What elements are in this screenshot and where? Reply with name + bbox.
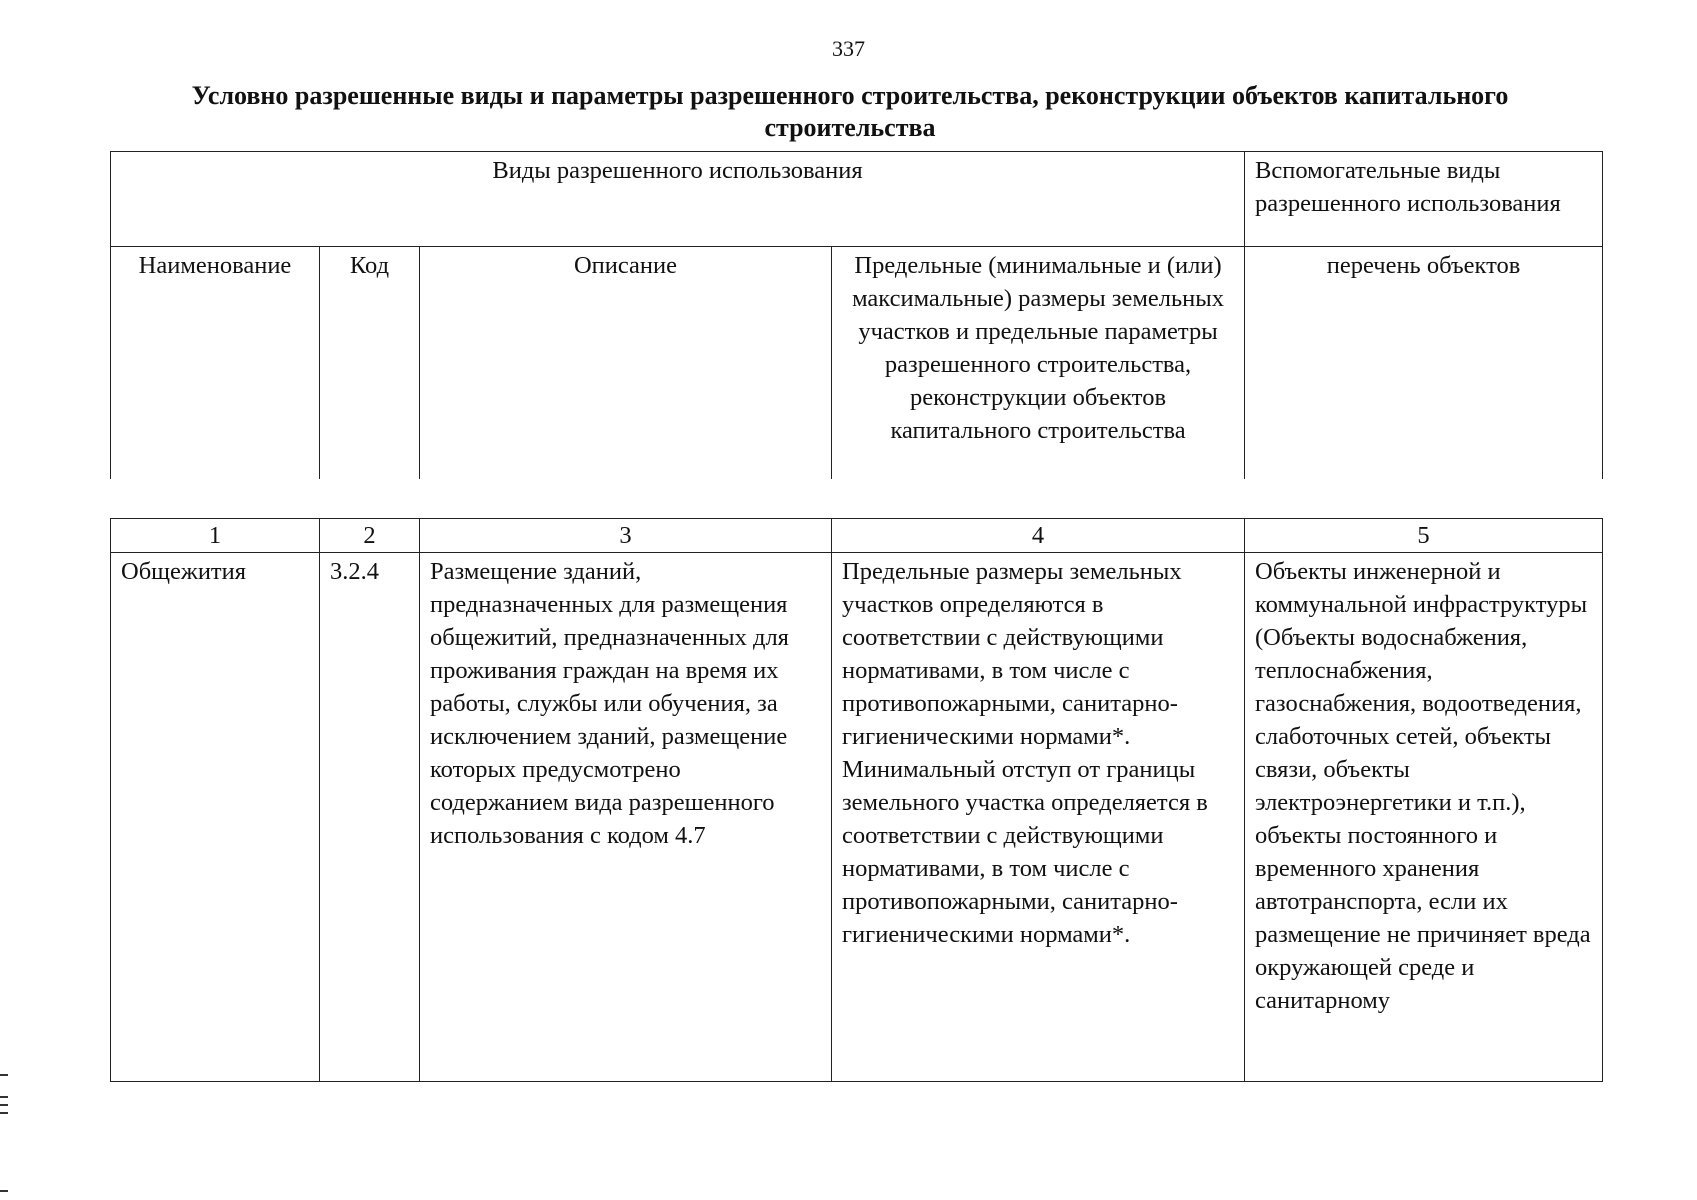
scan-mark [0,1104,8,1106]
scan-mark [0,1074,8,1076]
cell-limits-paragraph-1: Предельные размеры земельных участков определяются в соответствии с действующими нормативами, в том числе с противопожарными, санитарно-гигиеническими нормами*. [842,558,1182,750]
cell-code: 3.2.4 [320,553,420,1082]
table-row [111,553,1603,1082]
table-header [110,151,1603,479]
cell-aux-objects: Объекты инженерной и коммунальной инфраструктуры (Объекты водоснабжения, теплоснабжения, газоснабжения, водоотведения, слаботочных сетей, объекты связи, объекты электроэнергетики и т.п.), объекты постоянного и временного хранения автотранспорта, если их размещение не причиняет вреда окружающей среде и санитарному [1245,553,1603,1082]
column-number-row [111,519,1603,553]
cell-limits-paragraph-2: Минимальный отступ от границы земельного участка определяется в соответствии с действующими нормативами, в том числе с противопожарными, санитарно-гигиеническими нормами*. [842,756,1208,948]
header-group-main: Виды разрешенного использования [111,152,1245,247]
cell-name: Общежития [111,553,320,1082]
column-number-5: 5 [1245,519,1603,553]
header-col-description: Описание [420,247,832,480]
table-body [110,518,1603,1082]
cell-limits [832,553,1245,1082]
header-col-limits: Предельные (минимальные и (или) максимальные) размеры земельных участков и предельные параметры разрешенного строительства, реконструкции объектов капитального строительства [832,247,1245,480]
column-number-1: 1 [111,519,320,553]
scan-mark [0,1112,8,1114]
column-number-3: 3 [420,519,832,553]
column-number-2: 2 [320,519,420,553]
header-group-aux: Вспомогательные виды разрешенного использования [1245,152,1603,247]
page-number: 337 [832,36,865,61]
header-col-objects: перечень объектов [1245,247,1603,480]
column-number-4: 4 [832,519,1245,553]
header-col-code: Код [320,247,420,480]
document-title: Условно разрешенные виды и параметры разрешенного строительства, реконструкции объектов капитального строительства [191,81,1509,142]
scan-mark [0,1096,8,1098]
cell-description: Размещение зданий, предназначенных для размещения общежитий, предназначенных для проживания граждан на время их работы, службы или обучения, за исключением зданий, размещение которых предусмотрено содержанием вида разрешенного использования с кодом 4.7 [420,553,832,1082]
header-col-name: Наименование [111,247,320,480]
scan-mark [0,1190,8,1192]
